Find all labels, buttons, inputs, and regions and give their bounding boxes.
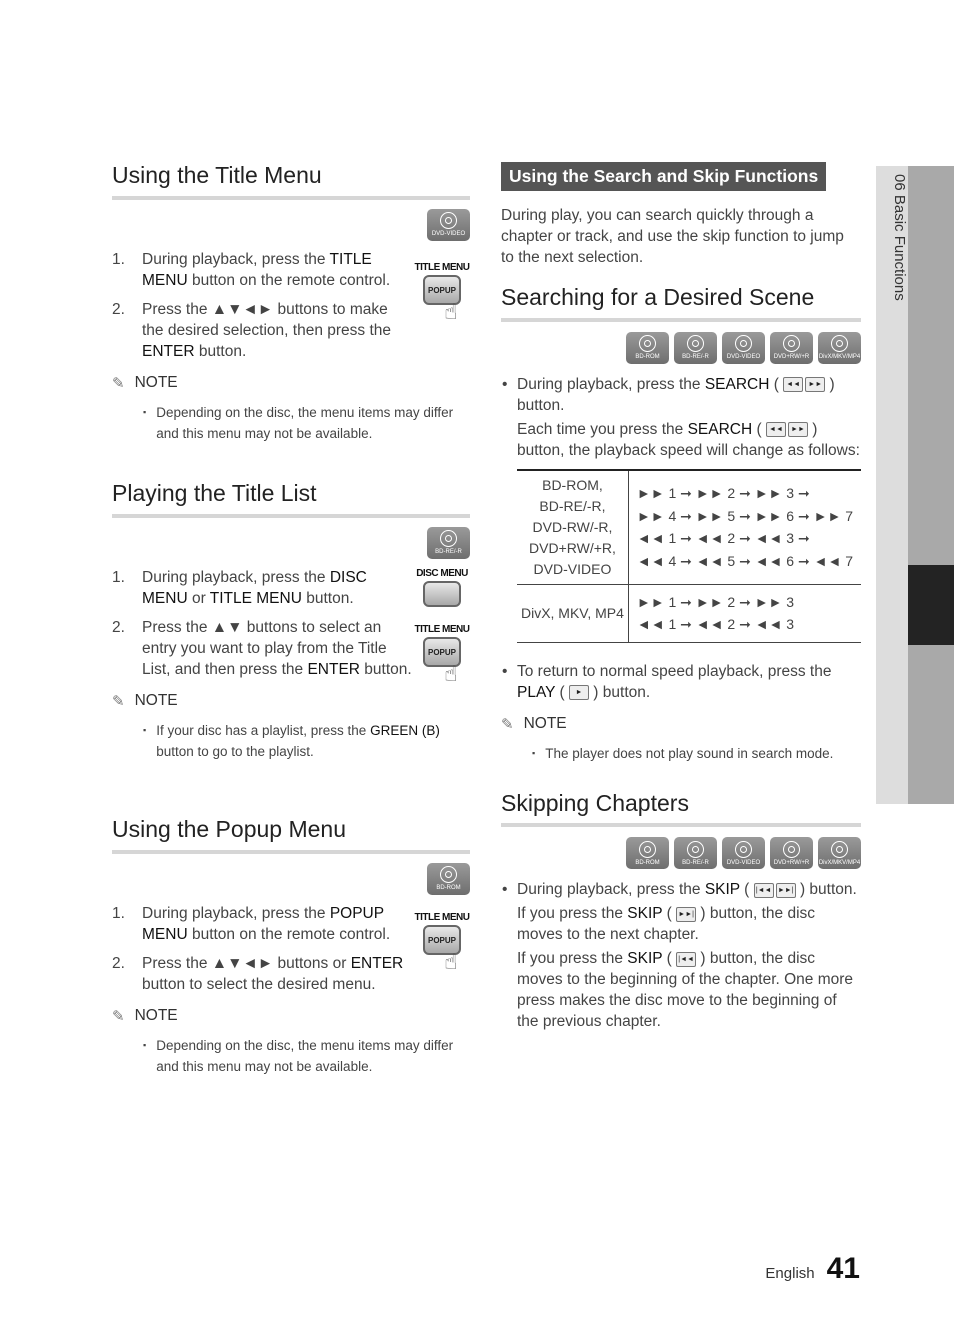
bd-rom-badge-icon: BD-ROM: [427, 863, 470, 895]
step: 2. Press the ▲▼ buttons to select an entry you want to play from the Title List, and then press the ENTER button.: [112, 618, 412, 678]
skip-prev-icon: |◄◄: [676, 952, 696, 967]
dvd-rw-badge-icon: DVD+RW/+R: [770, 837, 813, 869]
remote-label: DISC MENU: [416, 568, 468, 579]
table-cell-sequence: ►► 1 ➞ ►► 2 ➞ ►► 3 ➞ ►► 4 ➞ ►► 5 ➞ ►► 6 ➞ ►► 7 ◄◄ 1 ➞ ◄◄ 2 ➞ ◄◄ 3 ➞ ◄◄ 4 ➞ ◄◄ 5 ➞ ◄◄ 6 ➞ ◄◄ 7: [628, 470, 861, 585]
disc-badges: [501, 332, 861, 364]
note-heading: ✎ NOTE: [112, 691, 178, 710]
bullet-sub: Each time you press the SEARCH ( ◄◄ ►► ) button, the playback speed will change as follows:: [517, 420, 860, 459]
step: 1. During playback, press the DISC MENU or TITLE MENU button.: [112, 568, 367, 607]
section-banner: Using the Search and Skip Functions: [501, 162, 826, 191]
step: 1. During playback, press the TITLE MENU button on the remote control.: [112, 250, 391, 289]
search-buttons-icon: ◄◄ ►►: [783, 377, 825, 392]
steps-list: [112, 249, 412, 362]
table-cell-disc: DivX, MKV, MP4: [517, 584, 628, 642]
section-heading: Skipping Chapters: [501, 790, 861, 828]
page-footer: [765, 1252, 860, 1286]
steps-list: [112, 567, 412, 680]
skip-buttons-icon: |◄◄ ►►|: [754, 883, 796, 898]
bd-rom-badge-icon: BD-ROM: [626, 332, 669, 364]
finger-icon: ☝: [444, 949, 458, 974]
side-tab-marker: [908, 565, 954, 645]
pencil-icon: ✎: [112, 1007, 125, 1025]
disc-badges: [112, 527, 470, 559]
bullet-item: • During playback, press the SKIP ( |◄◄ ►►| ) button.: [501, 879, 861, 900]
footer-language: English: [765, 1265, 815, 1282]
note-heading: ✎ NOTE: [501, 714, 567, 733]
section-search: [501, 284, 861, 764]
table-row: [517, 470, 861, 585]
divx-badge-icon: DivX/MKV/MP4: [818, 332, 861, 364]
right-column: [501, 162, 861, 1032]
bullet-sub: If you press the SKIP ( |◄◄ ) button, the disc moves to the beginning of the chapter. One more press makes the disc move to the beginning of the previous chapter.: [517, 950, 854, 1031]
dvd-rw-badge-icon: DVD+RW/+R: [770, 332, 813, 364]
note-heading: ✎ NOTE: [112, 373, 178, 392]
remote-popup-menu: [414, 912, 470, 975]
remote-title-menu: [414, 262, 470, 325]
step: 1. During playback, press the POPUP MENU button on the remote control.: [112, 904, 391, 943]
note-item: ▪ Depending on the disc, the menu items may differ and this menu may not be available.: [143, 1037, 454, 1074]
bullet-item: • To return to normal speed playback, press the PLAY ( ► ) button.: [501, 661, 861, 703]
pencil-icon: ✎: [112, 374, 125, 392]
section-skip: [501, 790, 861, 1033]
table-cell-disc: BD-ROM, BD-RE/-R, DVD-RW/-R, DVD+RW/+R, DVD-VIDEO: [517, 470, 628, 585]
steps-list: [112, 903, 412, 995]
step: 2. Press the ▲▼◄► buttons or ENTER button to select the desired menu.: [112, 954, 404, 993]
section-heading: Playing the Title List: [112, 480, 470, 518]
section-heading: Using the Popup Menu: [112, 816, 470, 854]
section-title-list: [112, 480, 470, 762]
bd-re-badge-icon: BD-RE/-R: [427, 527, 470, 559]
pencil-icon: ✎: [501, 715, 514, 733]
popup-button-icon: POPUP: [423, 275, 461, 305]
side-bar: [908, 166, 954, 804]
bd-rom-badge-icon: BD-ROM: [626, 837, 669, 869]
bd-re-badge-icon: BD-RE/-R: [674, 837, 717, 869]
note-heading: ✎ NOTE: [112, 1006, 178, 1025]
table-row: [517, 584, 861, 642]
dvd-video-badge-icon: DVD-VIDEO: [427, 209, 470, 241]
pencil-icon: ✎: [112, 692, 125, 710]
note-item: ▪ Depending on the disc, the menu items may differ and this menu may not be available.: [143, 404, 454, 441]
bullet-item: • During playback, press the SEARCH ( ◄◄ ►► ) button.: [501, 374, 861, 416]
dvd-video-badge-icon: DVD-VIDEO: [722, 332, 765, 364]
intro-text: During play, you can search quickly through a chapter or track, and use the skip function to jump to the next selection.: [501, 207, 844, 266]
popup-button-icon: POPUP: [423, 925, 461, 955]
remote-label: TITLE MENU: [414, 912, 470, 923]
note-item: ▪ If your disc has a playlist, press the GREEN (B) button to go to the playlist.: [143, 722, 440, 759]
bd-re-badge-icon: BD-RE/-R: [674, 332, 717, 364]
speed-table: [517, 469, 861, 643]
side-tab-label: 06 Basic Functions: [891, 174, 908, 301]
remote-label: TITLE MENU: [414, 262, 470, 273]
dvd-video-badge-icon: DVD-VIDEO: [722, 837, 765, 869]
remote-label: TITLE MENU: [414, 624, 470, 635]
skip-next-icon: ►►|: [676, 907, 696, 922]
disc-menu-button-icon: [423, 581, 461, 607]
search-buttons-icon: ◄◄ ►►: [766, 422, 808, 437]
disc-badges: [112, 863, 470, 895]
finger-icon: ☝: [444, 661, 458, 686]
popup-button-icon: POPUP: [423, 637, 461, 667]
page-number: 41: [826, 1252, 860, 1285]
disc-badges: [501, 837, 861, 869]
section-heading: Using the Title Menu: [112, 162, 470, 200]
remote-title-menu: [414, 624, 470, 687]
remote-disc-menu: [414, 568, 470, 607]
disc-badges: [112, 209, 470, 241]
divx-badge-icon: DivX/MKV/MP4: [818, 837, 861, 869]
table-cell-sequence: ►► 1 ➞ ►► 2 ➞ ►► 3 ◄◄ 1 ➞ ◄◄ 2 ➞ ◄◄ 3: [628, 584, 861, 642]
section-heading: Searching for a Desired Scene: [501, 284, 861, 322]
step: 2. Press the ▲▼◄► buttons to make the desired selection, then press the ENTER button.: [112, 300, 392, 360]
play-button-icon: ►: [569, 685, 589, 700]
section-title-menu: [112, 162, 470, 444]
section-popup-menu: [112, 816, 470, 1077]
bullet-sub: If you press the SKIP ( ►►| ) button, the disc moves to the next chapter.: [517, 905, 816, 944]
finger-icon: ☝: [444, 299, 458, 324]
note-item: ▪ The player does not play sound in search mode.: [532, 745, 834, 761]
